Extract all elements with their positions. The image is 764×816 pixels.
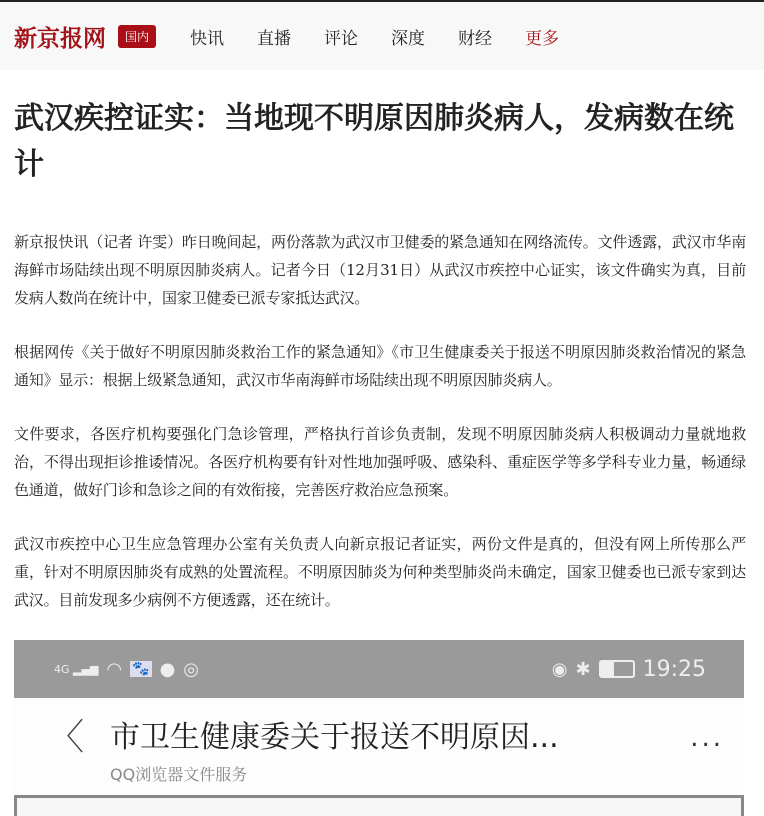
clock: 19:25 — [642, 656, 706, 682]
bluetooth-icon: ✱ — [575, 658, 591, 680]
phone-app-bar — [14, 698, 744, 785]
nav-kuaixun[interactable]: 快讯 — [190, 28, 225, 49]
more-dots-icon: ... — [690, 723, 724, 753]
nav-shendu[interactable]: 深度 — [391, 28, 426, 49]
nav-caijing[interactable]: 财经 — [458, 28, 493, 49]
nav-more[interactable]: 更多 — [525, 28, 560, 49]
main-nav — [190, 24, 592, 49]
nav-zhibo[interactable]: 直播 — [257, 28, 292, 49]
paragraph: 武汉市疾控中心卫生应急管理办公室有关负责人向新京报记者证实，两份文件是真的，但没有网上所传那么严重，针对不明原因肺炎有成熟的处置流程。不明原因肺炎为何种类型肺炎尚未确定，国家卫健委也已派专家到达武汉。目前发现多少病例不方便透露，还在统计。 — [14, 535, 746, 609]
document-source: QQ浏览器文件服务 — [110, 765, 248, 784]
signal-icon: 4G ▂▄▆ — [54, 662, 99, 676]
nav-pinglun[interactable]: 评论 — [324, 28, 359, 49]
section-badge[interactable]: 国内 — [118, 25, 156, 48]
chat-bubble-icon: ● — [159, 658, 176, 680]
site-logo[interactable]: 新京报网 — [14, 24, 106, 52]
paragraph: 根据网传《关于做好不明原因肺炎救治工作的紧急通知》《市卫生健康委关于报送不明原因肺炎救治情况的紧急通知》显示：根据上级紧急通知，武汉市华南海鲜市场陆续出现不明原因肺炎病人。 — [14, 343, 746, 389]
shield-icon: ◎ — [183, 658, 199, 680]
wifi-icon: ◠ — [106, 658, 123, 680]
back-chevron-icon: 〈 — [48, 717, 85, 758]
phone-status-bar — [14, 640, 744, 698]
paragraph: 文件要求，各医疗机构要强化门急诊管理，严格执行首诊负责制，发现不明原因肺炎病人积极调动力量就地救治，不得出现拒诊推诿情况。各医疗机构要有针对性地加强呼吸、感染科、重症医学等多学科专业力量，畅通绿色通道，做好门诊和急诊之间的有效衔接，完善医疗救治应急预案。 — [14, 425, 746, 499]
paragraph: 新京报快讯（记者 许雯）昨日晚间起，两份落款为武汉市卫健委的紧急通知在网络流传。文件透露，武汉市华南海鲜市场陆续出现不明原因肺炎病人。记者今日（12月31日）从武汉市疾控中心证实，该文件确实为真，目前发病人数尚在统计中，国家卫健委已派专家抵达武汉。 — [14, 233, 746, 307]
app-paw-icon: 🐾 — [132, 661, 150, 677]
signal-label: 4G — [54, 662, 70, 676]
eye-icon: ◉ — [551, 658, 568, 680]
document-preview — [14, 795, 744, 816]
site-header — [0, 2, 764, 70]
article-body — [14, 228, 746, 614]
battery-icon — [599, 660, 635, 678]
embedded-phone-screenshot — [14, 640, 744, 816]
article-title: 武汉疾控证实：当地现不明原因肺炎病人，发病数在统计 — [14, 101, 734, 182]
document-title: 市卫生健康委关于报送不明原因... — [110, 720, 559, 755]
